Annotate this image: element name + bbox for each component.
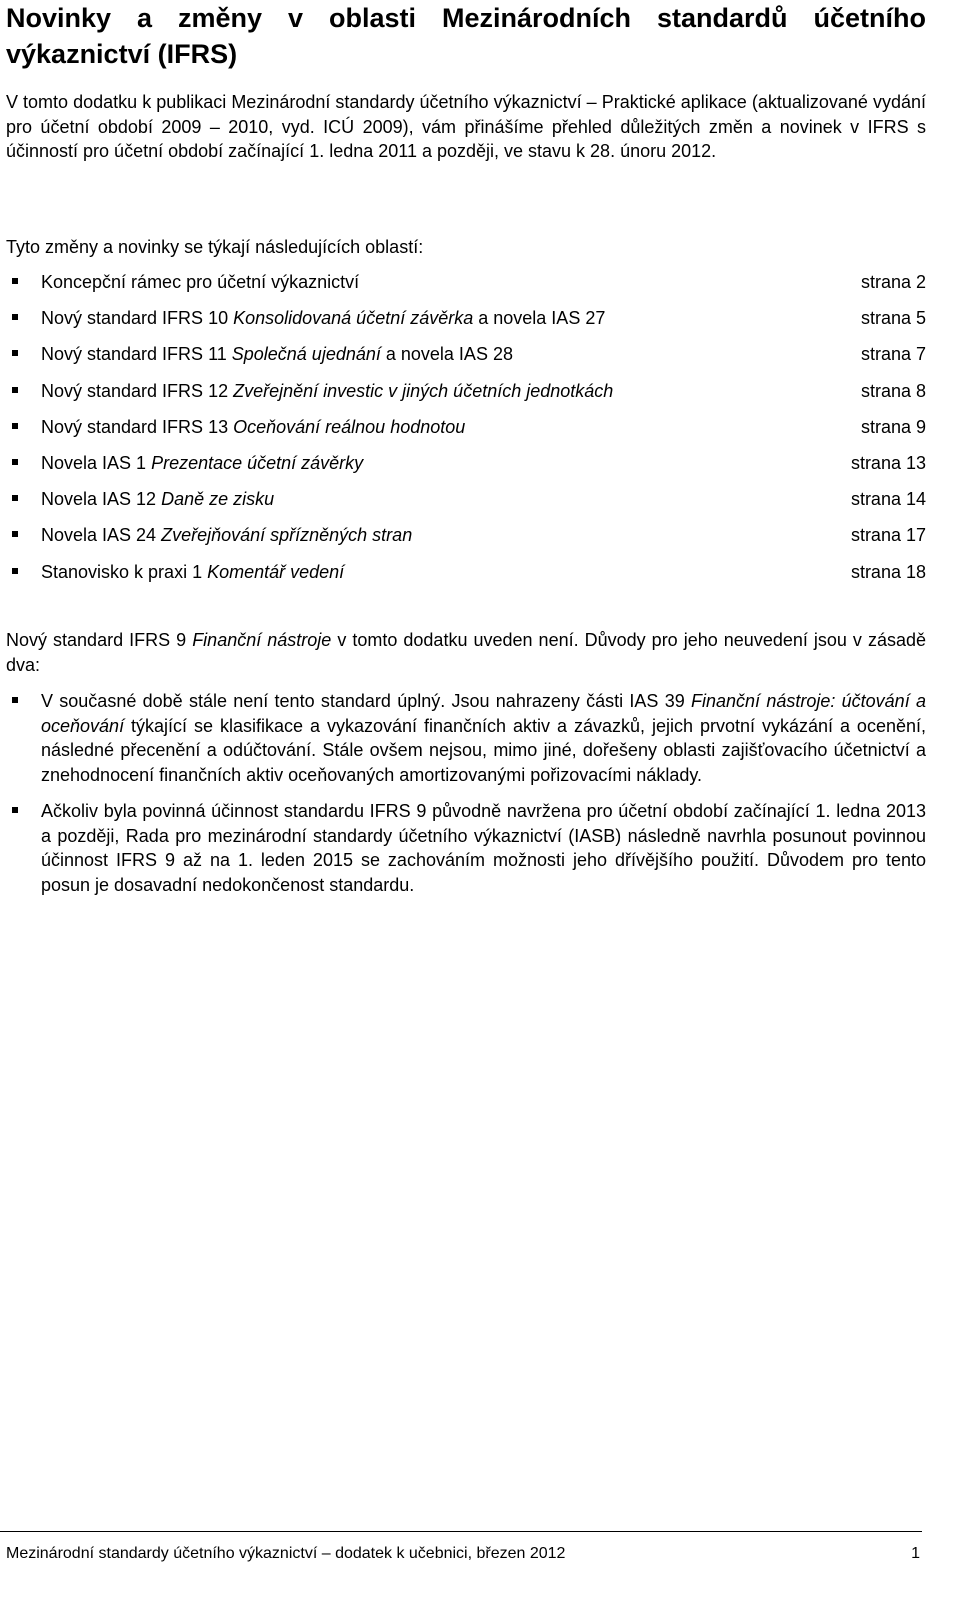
toc-item-page: strana 5 (860, 308, 926, 329)
toc-item-page: strana 17 (850, 525, 926, 546)
toc-item-label: Koncepční rámec pro účetní výkaznictví (41, 272, 360, 292)
intro-paragraph: V tomto dodatku k publikaci Mezinárodní standardy účetního výkaznictví – Praktické aplikace (aktualizované vydání pro účetní období 2009 – 2010, vyd. ICÚ 2009), vám přinášíme přehled důležitých změn a novinek v IFRS s účinností pro účetní období začínající 1. ledna 2011 a později, ve stavu k 28. únoru 2012. (6, 92, 926, 161)
toc-item-page: strana 7 (860, 344, 926, 365)
ifrs9-note: Nový standard IFRS 9 Finanční nástroje v tomto dodatku uveden není. Důvody pro jeho neuvedení jsou v zásadě dva: (6, 630, 927, 675)
footer-divider (0, 1531, 922, 1532)
toc-item-page: strana 13 (850, 452, 926, 473)
square-bullet-icon (12, 568, 18, 574)
toc-item (6, 270, 926, 306)
square-bullet-icon (12, 278, 18, 284)
square-bullet-icon (12, 387, 18, 393)
square-bullet-icon (12, 459, 18, 465)
toc-item-page: strana 9 (860, 416, 926, 437)
toc-intro: Tyto změny a novinky se týkají následujících oblastí: (6, 237, 424, 257)
square-bullet-icon (12, 495, 18, 501)
toc-item-label: Novela IAS 1 Prezentace účetní závěrky (41, 452, 364, 473)
toc-item-label: Nový standard IFRS 10 Konsolidovaná účetní závěrka a novela IAS 27 (41, 308, 606, 329)
toc-item-page: strana 14 (850, 489, 926, 510)
toc-item (6, 306, 926, 342)
toc-item (6, 415, 926, 451)
page-title: Novinky a změny v oblasti Mezinárodních standardů účetního výkaznictví (IFRS) (6, 3, 926, 69)
toc-list (6, 270, 926, 596)
footer-text: Mezinárodní standardy účetního výkaznictví – dodatek k učebnici, březen 2012 (6, 1545, 566, 1562)
toc-item-page: strana 18 (850, 561, 926, 582)
reason-item: V současné době stále není tento standard úplný. Jsou nahrazeny části IAS 39 Finanční nástroje: účtování a oceňování týkající se klasifikace a vykazování finančních aktiv a závazků, jejich prvotní vykázání a ocenění, následné přecenění a odúčtování. Stále ovšem nejsou, mimo jiné, dořešeny oblasti zajišťovacího účetnictví a znehodnocení finančních aktiv oceňovaných amortizovanými pořizovacími náklady. (6, 689, 926, 787)
square-bullet-icon (12, 350, 18, 356)
toc-item-label: Stanovisko k praxi 1 Komentář vedení (41, 561, 345, 582)
toc-item-label: Novela IAS 12 Daně ze zisku (41, 489, 275, 510)
toc-item (6, 342, 926, 378)
square-bullet-icon (12, 314, 18, 320)
toc-item (6, 451, 926, 487)
toc-item (6, 523, 926, 559)
square-bullet-icon (12, 807, 18, 813)
square-bullet-icon (12, 697, 18, 703)
toc-item-label: Nový standard IFRS 11 Společná ujednání a novela IAS 28 (41, 344, 513, 365)
square-bullet-icon (12, 531, 18, 537)
toc-item-label: Novela IAS 24 Zveřejňování spřízněných stran (41, 525, 413, 546)
toc-item-label: Nový standard IFRS 13 Oceňování reálnou hodnotou (41, 416, 466, 437)
toc-item-page: strana 2 (860, 272, 926, 292)
toc-item-label: Nový standard IFRS 12 Zveřejnění investic v jiných účetních jednotkách (41, 380, 614, 401)
toc-item (6, 487, 926, 523)
page-number: 1 (911, 1545, 920, 1562)
reasons-list (6, 689, 926, 909)
toc-item-page: strana 8 (860, 380, 926, 401)
reason-item: Ačkoliv byla povinná účinnost standardu IFRS 9 původně navržena pro účetní období začínající 1. ledna 2013 a později, Rada pro mezinárodní standardy účetního výkaznictví (IASB) následně navrhla posunout povinnou účinnost IFRS 9 až na 1. leden 2015 se zachováním možnosti jeho dřívějšího použití. Důvodem pro tento posun je dosavadní nedokončenost standardu. (6, 799, 926, 897)
toc-item (6, 560, 926, 596)
square-bullet-icon (12, 423, 18, 429)
toc-item (6, 379, 926, 415)
